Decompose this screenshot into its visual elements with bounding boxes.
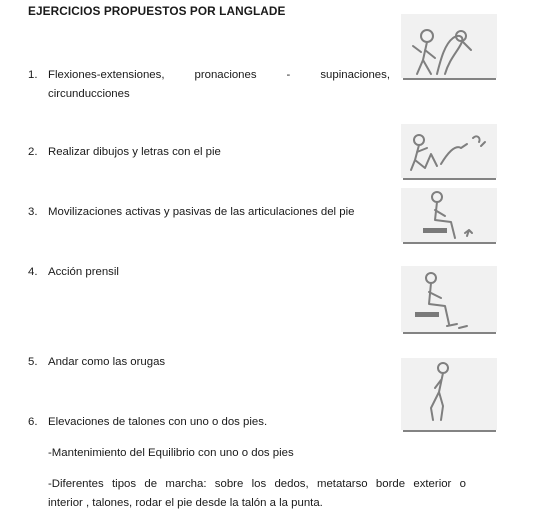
figure-leg-flexion-icon bbox=[401, 14, 497, 82]
item-number: 2. bbox=[28, 146, 38, 158]
item-text: Acción prensil bbox=[48, 266, 119, 278]
page-title: EJERCICIOS PROPUESTOS POR LANGLADE bbox=[28, 4, 286, 18]
item-text: Realizar dibujos y letras con el pie bbox=[48, 146, 221, 158]
gait-note-line-2: interior , talones, rodar el pie desde la talón a la punta. bbox=[48, 497, 323, 509]
figure-foot-drawing-icon bbox=[401, 124, 497, 182]
figure-seated-toe-grasp-icon bbox=[401, 266, 497, 336]
gait-note-line-1: -Diferentes tipos de marcha: sobre los dedos, metatarso borde exterior o bbox=[48, 478, 466, 490]
exercise-item-6 bbox=[28, 413, 390, 432]
exercise-item-2 bbox=[28, 143, 390, 162]
exercise-item-4 bbox=[28, 263, 390, 282]
item-text-line-2: circunducciones bbox=[48, 88, 130, 100]
figure-standing-walk-icon bbox=[401, 358, 497, 434]
item-text: Elevaciones de talones con uno o dos pies. bbox=[48, 416, 268, 428]
item-number: 5. bbox=[28, 356, 38, 368]
gait-note bbox=[48, 475, 466, 513]
exercise-item-3 bbox=[28, 203, 390, 222]
figure-seated-ankle-mobilization-icon bbox=[401, 188, 497, 246]
exercise-item-1 bbox=[28, 66, 390, 106]
item-number: 3. bbox=[28, 206, 38, 218]
item-text-line-1: Flexiones-extensiones, pronaciones - supinaciones, bbox=[48, 69, 390, 81]
item-text: Andar como las orugas bbox=[48, 356, 166, 368]
balance-note: -Mantenimiento del Equilibrio con uno o dos pies bbox=[48, 447, 294, 459]
item-text: Movilizaciones activas y pasivas de las articulaciones del pie bbox=[48, 206, 355, 218]
item-number: 6. bbox=[28, 416, 38, 428]
item-number: 4. bbox=[28, 266, 38, 278]
item-number: 1. bbox=[28, 69, 38, 81]
exercise-item-5 bbox=[28, 353, 390, 372]
